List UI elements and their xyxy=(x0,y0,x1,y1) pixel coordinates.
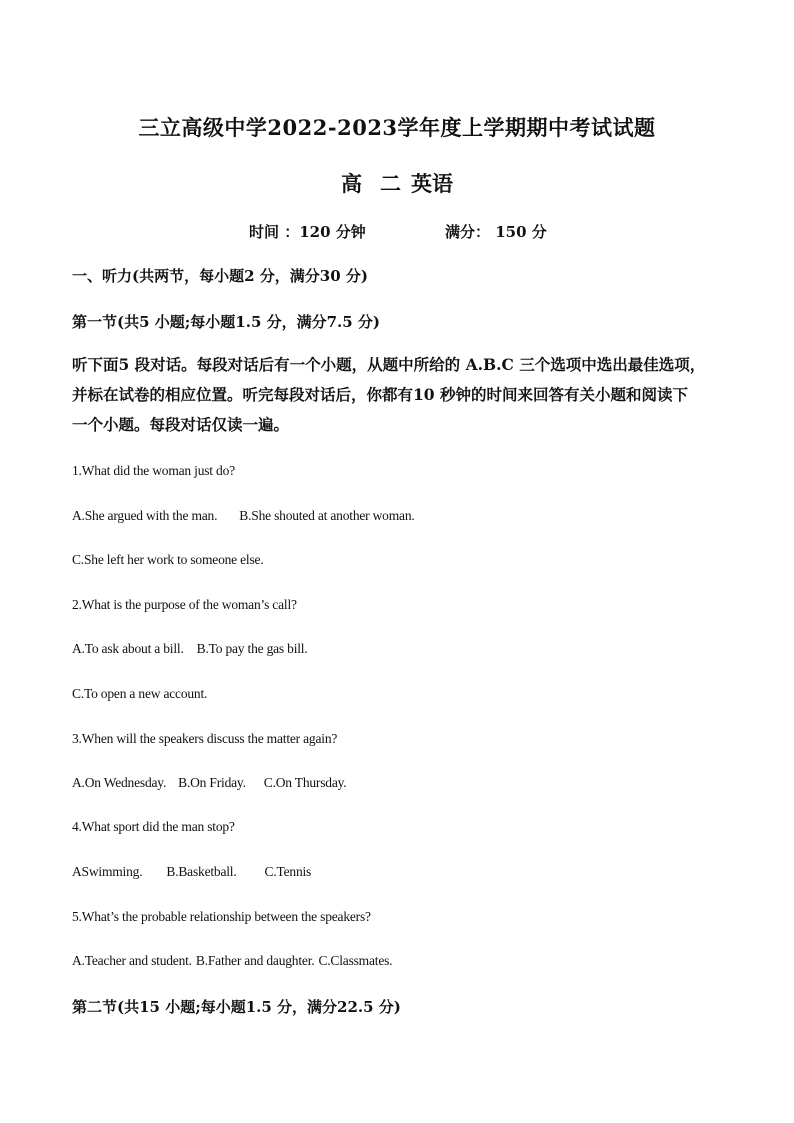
exam-title: 三立高级中学2022-2023学年度上学期期中考试试题 xyxy=(138,115,656,140)
question-3-stem: 3.When will the speakers discuss the matter again? xyxy=(72,731,338,746)
question-5-options xyxy=(72,953,392,969)
instruction-line-2: 并标在试卷的相应位置。听完每段对话后，你都有10 秒钟的时间来回答有关小题和阅读下 xyxy=(72,385,688,404)
exam-subtitle xyxy=(0,168,794,198)
question-5-stem: 5.What’s the probable relationship between the speakers? xyxy=(72,909,371,924)
question-2-option-a: A.To ask about a bill. xyxy=(72,641,184,656)
question-2-option-b: B.To pay the gas bill. xyxy=(196,641,308,656)
subject-label: 英语 xyxy=(411,171,453,196)
question-3-options xyxy=(72,775,346,791)
question-1-stem: 1.What did the woman just do? xyxy=(72,463,235,478)
grade-label: 高 xyxy=(341,171,362,196)
question-1-option-b: B.She shouted at another woman. xyxy=(239,508,415,523)
exam-time: 时间 ：120 分钟 xyxy=(249,223,366,241)
exam-score: 满分： 150 分 xyxy=(445,223,547,241)
question-5-option-c: C.Classmates. xyxy=(318,953,393,968)
question-4-option-c: C.Tennis xyxy=(264,864,312,879)
part1-heading: 一、听力(共两节，每小题2 分，满分30 分) xyxy=(72,267,368,285)
question-3-option-c: C.On Thursday. xyxy=(263,775,347,790)
question-1-options xyxy=(72,508,415,524)
section2-heading: 第二节(共15 小题;每小题1.5 分，满分22.5 分) xyxy=(72,998,401,1016)
instruction-line-1: 听下面5 段对话。每段对话后有一个小题，从题中所给的 A.B.C 三个选项中选出最佳选项， xyxy=(72,355,706,374)
question-5-option-b: B.Father and daughter. xyxy=(195,953,315,968)
question-2-options xyxy=(72,641,308,657)
question-4-option-a: ASwimming. xyxy=(72,864,143,879)
instruction-line-3: 一个小题。每段对话仅读一遍。 xyxy=(72,415,290,434)
question-5-option-a: A.Teacher and student. xyxy=(72,953,192,968)
section1-instructions xyxy=(72,350,722,440)
grade-number: 二 xyxy=(380,171,401,196)
question-4-option-b: B.Basketball. xyxy=(166,864,237,879)
question-4-stem: 4.What sport did the man stop? xyxy=(72,819,235,834)
question-3-option-b: B.On Friday. xyxy=(178,775,246,790)
section1-heading: 第一节(共5 小题;每小题1.5 分，满分7.5 分) xyxy=(72,313,381,331)
question-2-option-c: C.To open a new account. xyxy=(72,686,208,701)
question-4-options xyxy=(72,864,311,880)
question-3-option-a: A.On Wednesday. xyxy=(72,775,167,790)
question-1-option-a: A.She argued with the man. xyxy=(72,508,218,523)
question-2-stem: 2.What is the purpose of the woman’s call? xyxy=(72,597,297,612)
question-1-option-c: C.She left her work to someone else. xyxy=(72,552,264,567)
